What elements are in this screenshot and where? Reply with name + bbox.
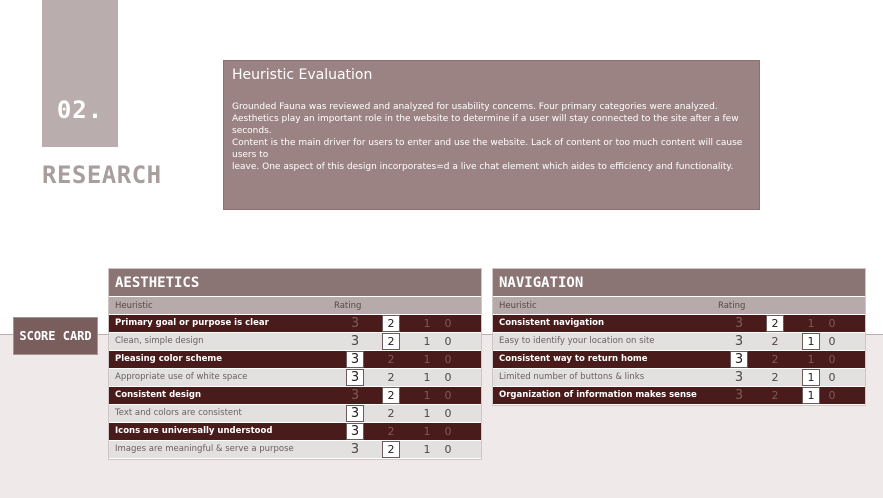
aesthetics-table	[108, 268, 482, 460]
heuristic-label: Pleasing color scheme	[115, 354, 223, 364]
rating-option-0: 0	[444, 443, 452, 456]
rating-option-3: 3	[734, 334, 744, 349]
rating-option-1: 1	[423, 407, 431, 420]
rating-option-3: 3	[730, 351, 748, 368]
rating-option-0: 0	[828, 371, 836, 384]
section-title: RESEARCH	[42, 161, 162, 189]
rating-option-0: 0	[828, 317, 836, 330]
table-row	[493, 351, 865, 369]
heuristic-evaluation-panel	[223, 60, 760, 210]
table-row	[109, 333, 481, 351]
rating-option-3: 3	[350, 388, 360, 403]
rating-option-2: 2	[387, 353, 395, 366]
heuristic-column-header: Heuristic	[499, 301, 537, 311]
rating-option-0: 0	[444, 389, 452, 402]
rating-option-1: 1	[423, 389, 431, 402]
rating-option-3: 3	[346, 351, 364, 368]
rating-option-1: 1	[807, 317, 815, 330]
rating-option-0: 0	[444, 317, 452, 330]
rating-option-3: 3	[350, 334, 360, 349]
rating-option-3: 3	[350, 316, 360, 331]
heuristic-label: Easy to identify your location on site	[499, 336, 655, 346]
rating-option-1: 1	[802, 369, 820, 386]
rating-option-1: 1	[423, 443, 431, 456]
table-row	[109, 351, 481, 369]
heuristic-column-header: Heuristic	[115, 301, 153, 311]
rating-option-3: 3	[734, 316, 744, 331]
rating-column-header: Rating	[718, 301, 746, 311]
rating-option-2: 2	[771, 335, 779, 348]
rating-option-2: 2	[387, 425, 395, 438]
rating-option-0: 0	[828, 335, 836, 348]
navigation-table-title: NAVIGATION	[493, 269, 865, 297]
rating-option-2: 2	[382, 333, 400, 350]
rating-option-0: 0	[444, 425, 452, 438]
table-row	[493, 315, 865, 333]
rating-option-1: 1	[423, 317, 431, 330]
aesthetics-table-title: AESTHETICS	[109, 269, 481, 297]
rating-option-2: 2	[382, 315, 400, 332]
heuristic-label: Consistent way to return home	[499, 354, 648, 364]
heuristic-evaluation-body: Grounded Fauna was reviewed and analyzed for usability concerns. Four primary categories were analyzed. Aesthetics play an important role in the website to determine if a user will stay connected to the site after a few seconds. Content is the main driver for users to enter and use the website. Lack of content or too much content will cause users to leave. One aspect of this design incorporates=d a live chat element which aides to efficiency and functionality.	[232, 102, 743, 172]
rating-option-2: 2	[382, 441, 400, 458]
rating-option-0: 0	[444, 335, 452, 348]
rating-option-1: 1	[423, 371, 431, 384]
rating-option-1: 1	[423, 353, 431, 366]
heuristic-label: Organization of information makes sense	[499, 390, 697, 400]
rating-option-1: 1	[807, 353, 815, 366]
table-row	[109, 369, 481, 387]
rating-option-3: 3	[734, 370, 744, 385]
rating-option-2: 2	[771, 371, 779, 384]
heuristic-label: Clean, simple design	[115, 336, 204, 346]
table-row	[109, 405, 481, 423]
rating-option-3: 3	[734, 388, 744, 403]
rating-option-2: 2	[771, 389, 779, 402]
rating-option-2: 2	[766, 315, 784, 332]
heuristic-evaluation-title: Heuristic Evaluation	[232, 67, 373, 83]
rating-option-3: 3	[346, 423, 364, 440]
heuristic-label: Text and colors are consistent	[115, 408, 242, 418]
heuristic-label: Appropriate use of white space	[115, 372, 248, 382]
rating-option-0: 0	[828, 389, 836, 402]
table-row	[493, 369, 865, 387]
heuristic-label: Consistent navigation	[499, 318, 604, 328]
section-number: 02.	[56, 96, 104, 124]
rating-option-0: 0	[444, 353, 452, 366]
rating-option-0: 0	[828, 353, 836, 366]
table-row	[109, 423, 481, 441]
heuristic-label: Limited number of buttons & links	[499, 372, 645, 382]
heuristic-label: Images are meaningful & serve a purpose	[115, 444, 294, 454]
heuristic-label: Primary goal or purpose is clear	[115, 318, 269, 328]
table-row	[109, 315, 481, 333]
rating-option-1: 1	[423, 425, 431, 438]
rating-option-1: 1	[802, 387, 820, 404]
score-card-label: SCORE CARD	[13, 317, 98, 355]
navigation-table	[492, 268, 866, 406]
rating-option-0: 0	[444, 407, 452, 420]
heuristic-label: Icons are universally understood	[115, 426, 273, 436]
rating-option-3: 3	[346, 369, 364, 386]
rating-option-3: 3	[350, 442, 360, 457]
table-row	[109, 387, 481, 405]
section-number-block	[42, 0, 118, 147]
rating-option-2: 2	[771, 353, 779, 366]
table-row	[493, 333, 865, 351]
table-row	[109, 441, 481, 459]
heuristic-label: Consistent design	[115, 390, 202, 400]
rating-column-header: Rating	[334, 301, 362, 311]
rating-option-3: 3	[346, 405, 364, 422]
rating-option-1: 1	[802, 333, 820, 350]
rating-option-0: 0	[444, 371, 452, 384]
aesthetics-column-headers	[109, 297, 481, 315]
rating-option-2: 2	[387, 407, 395, 420]
rating-option-1: 1	[423, 335, 431, 348]
navigation-column-headers	[493, 297, 865, 315]
rating-option-2: 2	[387, 371, 395, 384]
rating-option-2: 2	[382, 387, 400, 404]
table-row	[493, 387, 865, 405]
